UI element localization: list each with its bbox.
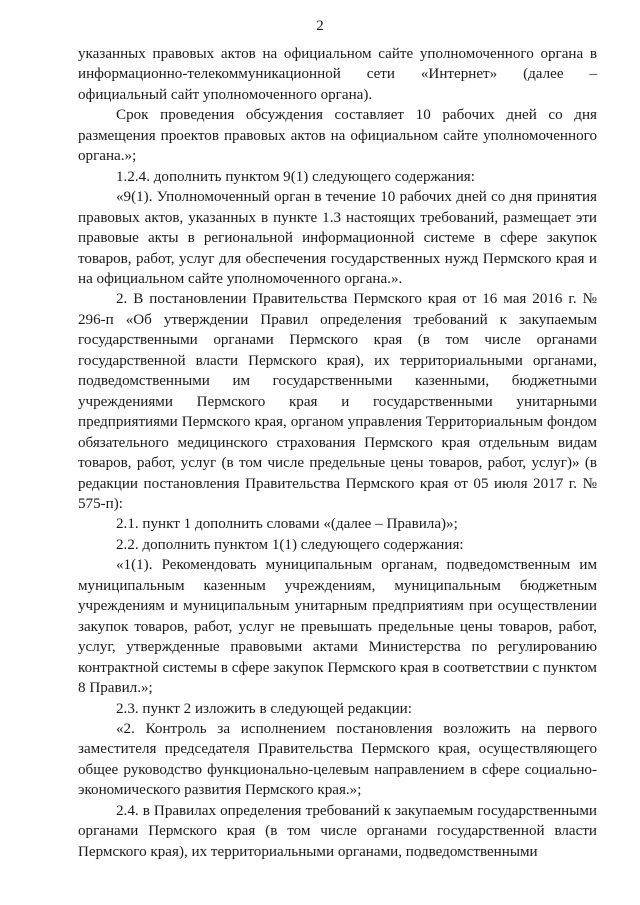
paragraph-quote-9-1: «9(1). Уполномоченный орган в течение 10 рабочих дней со дня принятия правовых актов, указанных в пункте 1.3 настоящих требований, размещает эти правовые акты в региональной информационной системе в сфере закупок товаров, работ, услуг для обеспечения государственных нужд Пермского края и на официальном сайте уполномоченного органа.». — [78, 189, 597, 287]
paragraph-quote-2: «2. Контроль за исполнением постановления возложить на первого заместителя председателя Правительства Пермского края, осуществляющего общее руководство функционально-целевым направлением в сфере социально-экономического развития Пермского края.»; — [78, 720, 597, 799]
paragraph-item-2: 2. В постановлении Правительства Пермского края от 16 мая 2016 г. № 296-п «Об утверждении Правил определения требований к закупаемым государственными органами Пермского края (в том числе органами государственной власти Пермского края), их территориальными органами, подведомственными им государственными казенными, бюджетными учреждениями Пермского края и государственными унитарными предприятиями Пермского края, органом управления Территориальным фондом обязательного медицинского страхования Пермского края отдельным видам товаров, работ, услуг (в том числе предельные цены товаров, работ, услуг)» (в редакции постановления Правительства Пермского края от 05 июля 2017 г. № 575-п): — [78, 291, 597, 512]
paragraph-item-1-2-4: 1.2.4. дополнить пунктом 9(1) следующего содержания: — [116, 168, 475, 185]
paragraph-item-2-1: 2.1. пункт 1 дополнить словами «(далее – Правила)»; — [116, 516, 458, 533]
paragraph-item-2-3: 2.3. пункт 2 изложить в следующей редакции: — [116, 700, 412, 717]
paragraph-discussion-period: Срок проведения обсуждения составляет 10 рабочих дней со дня размещения проектов правовых актов на официальном сайте уполномоченного органа.»; — [78, 107, 597, 165]
paragraph-continuation: указанных правовых актов на официальном сайте уполномоченного органа в информационно-телекоммуникационной сети «Интернет» (далее – официальный сайт уполномоченного органа). — [78, 46, 597, 103]
page-number: 2 — [316, 18, 324, 34]
paragraph-item-2-2: 2.2. дополнить пунктом 1(1) следующего содержания: — [116, 536, 464, 553]
paragraph-item-2-4: 2.4. в Правилах определения требований к закупаемым государственными органами Пермского края (в том числе органами государственной власти Пермского края), их территориальными органами, подведомственными — [78, 802, 597, 860]
paragraph-quote-1-1: «1(1). Рекомендовать муниципальным органам, подведомственным им муниципальным казенным учреждениям, муниципальным бюджетным учреждениям и муниципальным унитарным предприятиям при осуществлении закупок товаров, работ, услуг не превышать предельные цены товаров, работ, услуг, утвержденные правовыми актами Министерства по регулированию контрактной системы в сфере закупок Пермского края в соответствии с пунктом 8 Правил.»; — [78, 557, 597, 697]
document-body — [78, 44, 597, 862]
